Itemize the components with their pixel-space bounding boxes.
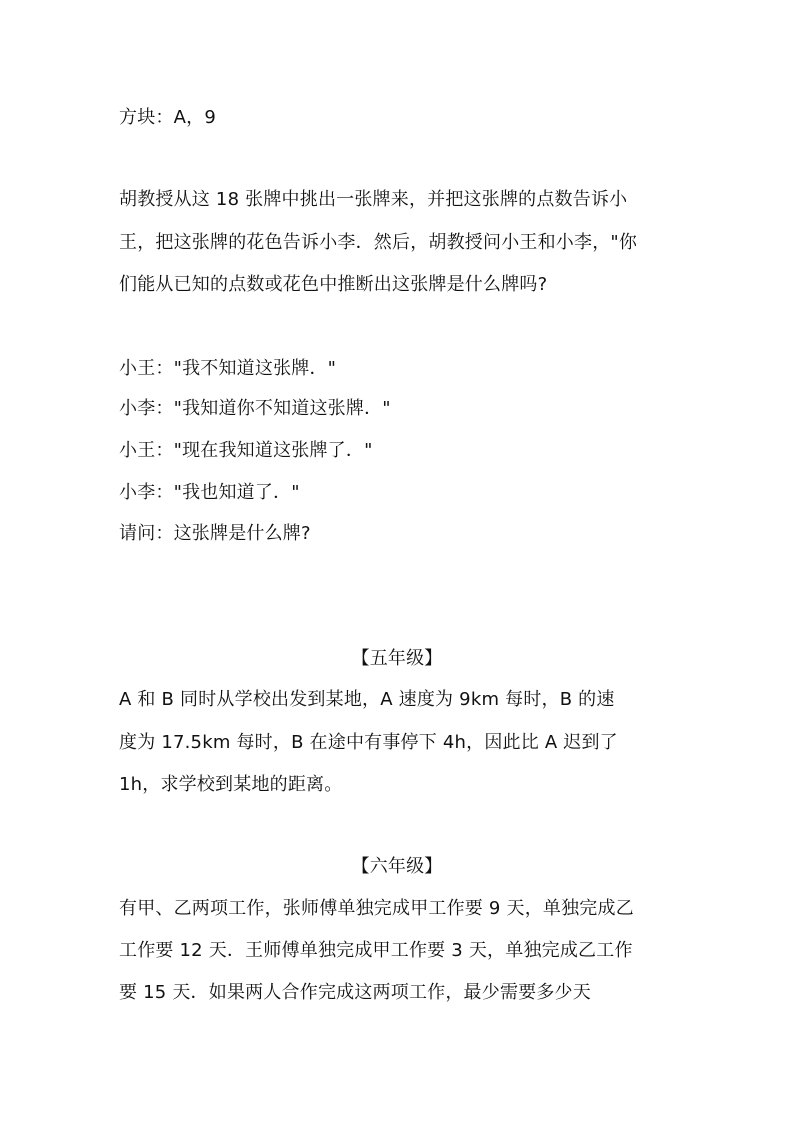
paragraph-line: 胡教授从这 18 张牌中挑出一张牌来，并把这张牌的点数告诉小 [119, 189, 628, 210]
grade5-heading: 【五年级】 [351, 648, 443, 669]
question-line: 请问：这张牌是什么牌? [119, 523, 311, 544]
grade6-problem-line: 工作要 12 天．王师傅单独完成甲工作要 3 天，单独完成乙工作 [119, 940, 633, 961]
dialogue-line: 小李："我知道你不知道这张牌．" [119, 398, 391, 419]
grade5-problem-line: 度为 17.5km 每时，B 在途中有事停下 4h，因此比 A 迟到了 [119, 732, 618, 753]
grade5-problem-line: A 和 B 同时从学校出发到某地，A 速度为 9km 每时，B 的速 [119, 689, 615, 710]
dialogue-line: 小王："我不知道这张牌．" [119, 358, 337, 379]
grade6-problem-line: 要 15 天．如果两人合作完成这两项工作，最少需要多少天 [119, 982, 591, 1003]
paragraph-line: 们能从已知的点数或花色中推断出这张牌是什么牌吗? [119, 274, 548, 295]
dialogue-line: 小王："现在我知道这张牌了．" [119, 440, 373, 461]
paragraph-line: 王，把这张牌的花色告诉小李．然后，胡教授问小王和小李，"你 [119, 232, 638, 253]
card-line: 方块：A，9 [119, 107, 216, 128]
grade5-problem-line: 1h，求学校到某地的距离。 [119, 774, 343, 795]
dialogue-line: 小李："我也知道了．" [119, 482, 300, 503]
grade6-heading: 【六年级】 [351, 856, 443, 877]
grade6-problem-line: 有甲、乙两项工作，张师傅单独完成甲工作要 9 天，单独完成乙 [119, 898, 634, 919]
